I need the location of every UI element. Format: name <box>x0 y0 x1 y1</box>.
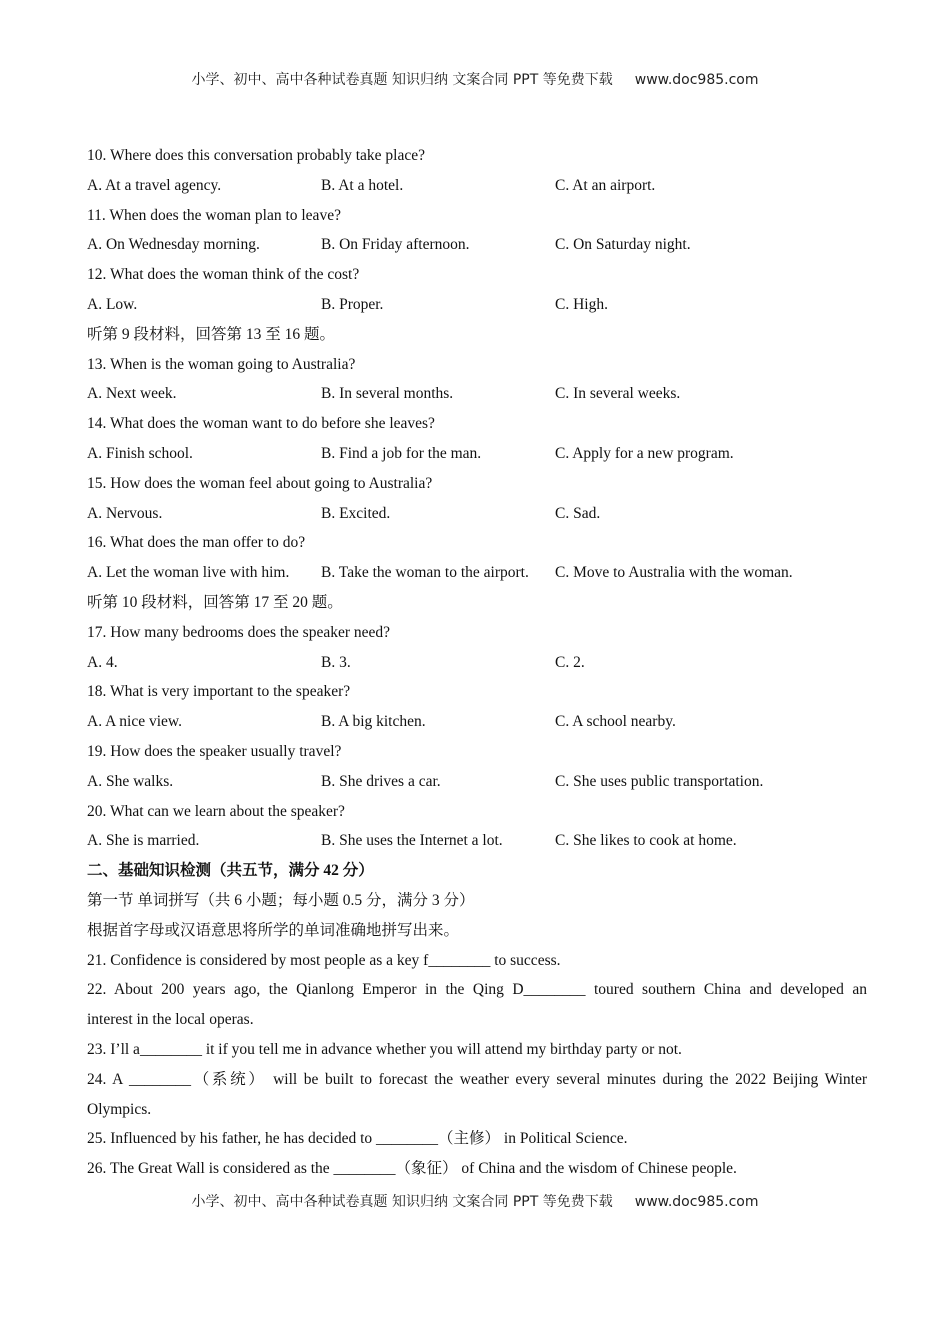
answer-options <box>87 707 867 737</box>
text-line: 13. When is the woman going to Australia? <box>87 355 356 373</box>
answer-options <box>87 648 867 678</box>
option-c: C. Apply for a new program. <box>555 444 734 462</box>
text-line: 21. Confidence is considered by most people as a key f________ to success. <box>87 951 561 969</box>
option-b: B. Excited. <box>321 504 391 522</box>
text-line: 根据首字母或汉语意思将所学的单词准确地拼写出来。 <box>87 921 460 939</box>
text-line: 18. What is very important to the speaker? <box>87 683 351 701</box>
text-line: 第一节 单词拼写（共 6 小题；每小题 0.5 分，满分 3 分） <box>87 891 475 909</box>
option-c: C. She uses public transportation. <box>555 772 764 790</box>
option-a: A. She walks. <box>87 772 174 790</box>
text-line: 17. How many bedrooms does the speaker need? <box>87 623 391 641</box>
option-c: C. Move to Australia with the woman. <box>555 564 793 582</box>
option-a: A. Let the woman live with him. <box>87 564 290 582</box>
option-b: B. In several months. <box>321 385 454 403</box>
option-c: C. On Saturday night. <box>555 236 691 254</box>
option-b: B. At a hotel. <box>321 176 404 194</box>
option-b: B. She drives a car. <box>321 772 441 790</box>
option-c: C. Sad. <box>555 504 601 522</box>
answer-options <box>87 230 867 260</box>
answer-options <box>87 171 867 201</box>
option-b: B. She uses the Internet a lot. <box>321 832 503 850</box>
text-line: 19. How does the speaker usually travel? <box>87 742 342 760</box>
footer-text: 小学、初中、高中各种试卷真题 知识归纳 文案合同 PPT 等免费下载 <box>191 1194 613 1210</box>
text-line: 24. A ________（系统） will be built to forecast the weather every several minutes during the 2022 Beijing Winter <box>87 1070 867 1088</box>
answer-options <box>87 558 867 588</box>
option-a: A. At a travel agency. <box>87 176 222 194</box>
option-b: B. Proper. <box>321 295 384 313</box>
option-b: B. A big kitchen. <box>321 713 426 731</box>
text-line: 26. The Great Wall is considered as the ________（象征） of China and the wisdom of Chinese people. <box>87 1160 737 1178</box>
option-a: A. On Wednesday morning. <box>87 236 260 254</box>
section-heading: 二、基础知识检测（共五节，满分 42 分） <box>87 862 374 880</box>
exam-content <box>87 141 867 1184</box>
option-b: B. Take the woman to the airport. <box>321 564 529 582</box>
option-a: A. Finish school. <box>87 444 193 462</box>
option-a: A. Low. <box>87 295 138 313</box>
text-line: 15. How does the woman feel about going to Australia? <box>87 474 433 492</box>
text-line: 听第 10 段材料，回答第 17 至 20 题。 <box>87 593 343 611</box>
page-footer <box>0 1191 950 1211</box>
text-line: 25. Influenced by his father, he has decided to ________（主修） in Political Science. <box>87 1130 628 1148</box>
option-c: C. A school nearby. <box>555 713 676 731</box>
text-line: 20. What can we learn about the speaker? <box>87 802 345 820</box>
text-line: 23. I’ll a________ it if you tell me in advance whether you will attend my birthday party or not. <box>87 1040 682 1058</box>
option-c: C. At an airport. <box>555 176 656 194</box>
option-c: C. She likes to cook at home. <box>555 832 737 850</box>
option-b: B. Find a job for the man. <box>321 444 482 462</box>
option-c: C. High. <box>555 295 608 313</box>
text-line: 听第 9 段材料，回答第 13 至 16 题。 <box>87 325 336 343</box>
text-line: 22. About 200 years ago, the Qianlong Emperor in the Qing D________ toured southern China and developed an <box>87 981 867 999</box>
option-a: A. Nervous. <box>87 504 163 522</box>
answer-options <box>87 290 867 320</box>
answer-options <box>87 379 867 409</box>
answer-options <box>87 826 867 856</box>
option-a: A. Next week. <box>87 385 177 403</box>
option-b: B. 3. <box>321 653 351 671</box>
option-b: B. On Friday afternoon. <box>321 236 470 254</box>
option-a: A. She is married. <box>87 832 200 850</box>
text-line: 10. Where does this conversation probably take place? <box>87 147 426 164</box>
page-header <box>0 69 950 89</box>
answer-options <box>87 767 867 797</box>
text-line: 11. When does the woman plan to leave? <box>87 206 341 224</box>
text-line: 16. What does the man offer to do? <box>87 534 306 552</box>
text-line: Olympics. <box>87 1100 152 1118</box>
option-a: A. A nice view. <box>87 713 182 731</box>
answer-options <box>87 439 867 469</box>
option-a: A. 4. <box>87 653 118 671</box>
footer-url: www.doc985.com <box>634 1194 759 1210</box>
answer-options <box>87 499 867 529</box>
text-line: 14. What does the woman want to do before she leaves? <box>87 415 435 433</box>
option-c: C. 2. <box>555 653 585 671</box>
text-line: interest in the local operas. <box>87 1011 254 1029</box>
option-c: C. In several weeks. <box>555 385 681 403</box>
header-url: www.doc985.com <box>634 72 759 88</box>
header-text: 小学、初中、高中各种试卷真题 知识归纳 文案合同 PPT 等免费下载 <box>191 72 613 88</box>
text-line: 12. What does the woman think of the cost? <box>87 266 360 284</box>
